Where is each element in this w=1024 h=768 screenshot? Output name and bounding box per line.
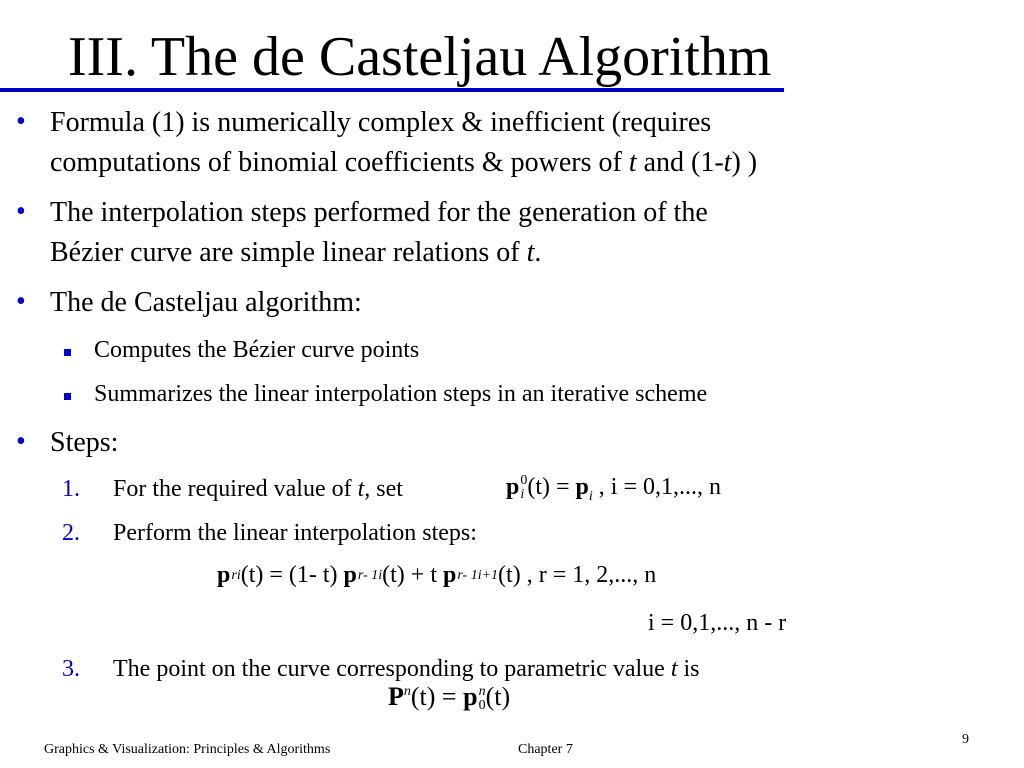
equation-3: i = 0,1,..., n - r <box>648 610 787 636</box>
sub-bullet-square <box>64 349 71 356</box>
step-2-text: Perform the linear interpolation steps: <box>113 520 477 546</box>
step-1-text: For the required value of t, set <box>113 476 403 502</box>
sub-bullet-2: Summarizes the linear interpolation steps in an iterative scheme <box>94 381 708 407</box>
page-number: 9 <box>962 732 969 747</box>
equation-2: pri(t) = (1- t) pr- 1i(t) + t pr- 1i+1(t) , r = 1, 2,..., n <box>217 562 657 588</box>
bullet-1-line-2: computations of binomial coefficients & powers of t and (1-t) ) <box>50 147 758 178</box>
steps-heading: Steps: <box>50 427 119 458</box>
bullet-dot: • <box>16 286 26 317</box>
sub-bullet-1: Computes the Bézier curve points <box>94 337 420 363</box>
equation-1: p 0 i $(t) = p_i$ , i = 0,1,..., n <box>506 473 721 504</box>
bullet-dot: • <box>16 426 26 457</box>
equation-4: $P^n(t)$ = pn 0 (t) <box>388 682 511 714</box>
step-3-text: The point on the curve corresponding to parametric value t is <box>113 656 700 682</box>
bullet-2-line-2: Bézier curve are simple linear relations of t. <box>50 237 542 268</box>
title-underline <box>0 88 784 92</box>
bullet-3-line-1: The de Casteljau algorithm: <box>50 287 362 318</box>
step-2-number: 2. <box>62 520 80 546</box>
footer-course-title: Graphics & Visualization: Principles & Algorithms <box>44 742 331 757</box>
step-3-number: 3. <box>62 656 80 682</box>
sub-bullet-square <box>64 393 71 400</box>
bullet-1-line-1: Formula (1) is numerically complex & inefficient (requires <box>50 107 712 138</box>
bullet-dot: • <box>16 106 26 137</box>
step-1-number: 1. <box>62 476 80 502</box>
bullet-dot: • <box>16 196 26 227</box>
slide-title: III. The de Casteljau Algorithm <box>68 26 772 88</box>
footer-chapter: Chapter 7 <box>518 742 573 757</box>
bullet-2-line-1: The interpolation steps performed for the generation of the <box>50 197 708 228</box>
